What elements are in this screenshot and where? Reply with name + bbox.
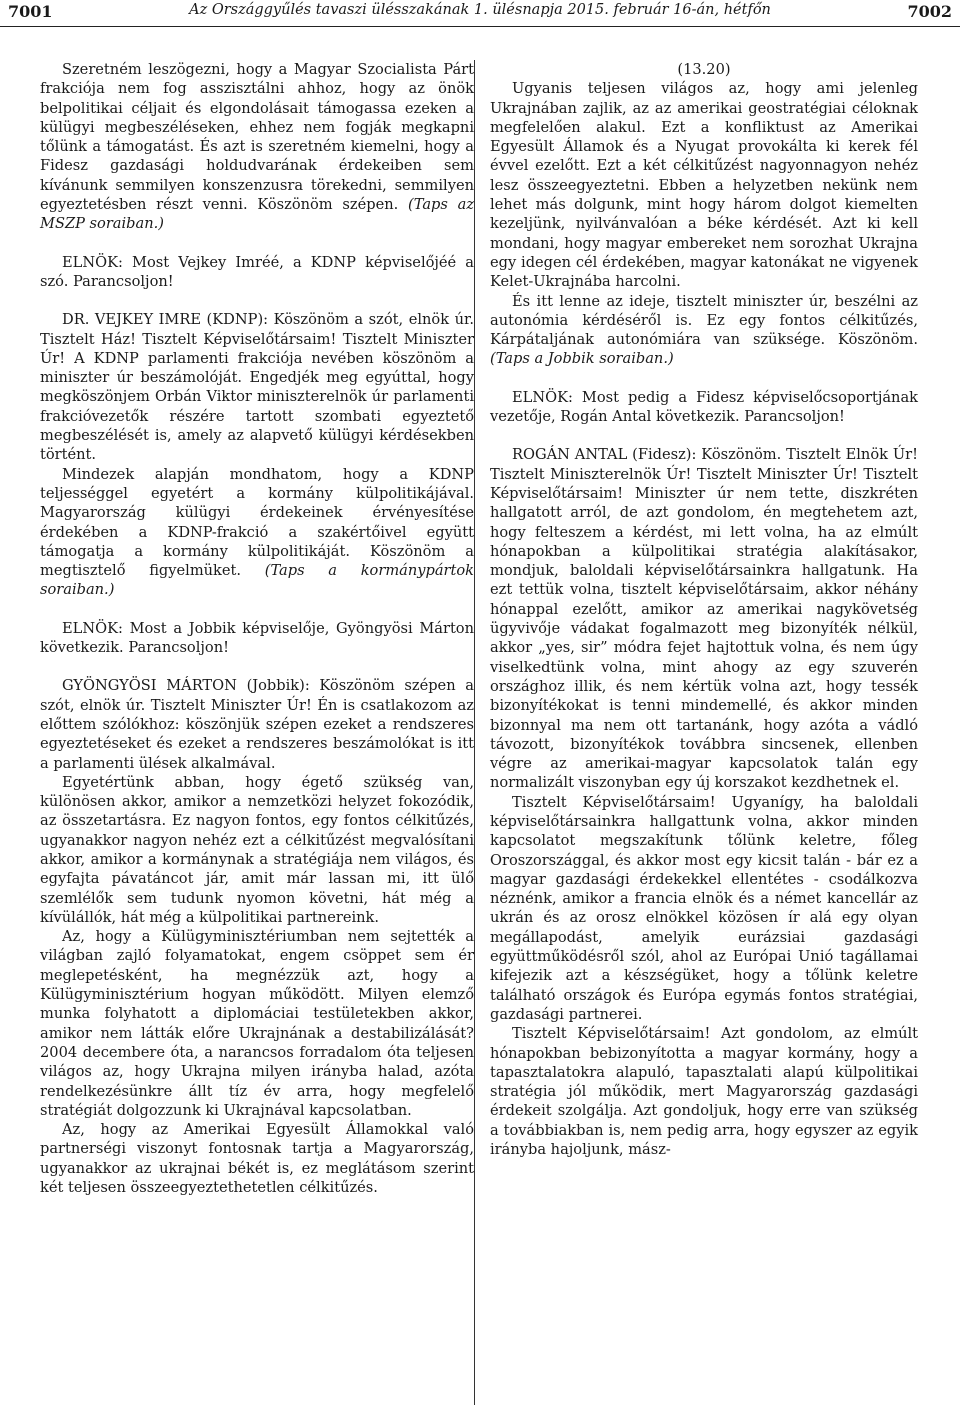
paragraph-speaker: GYÖNGYÖSI MÁRTON (Jobbik): Köszönöm szépen a szót, elnök úr. Tisztelt Miniszter Úr! Én is csatlakozom az előttem szólókhoz: köszönjük szépen ezeket a rendszeres egyeztetéseket és ezeket a rendszeres beszámolókat is itt a parlamenti ülések alkalmával. — [40, 677, 474, 772]
paragraph-chair: ELNÖK: Most Vejkey Imréé, a KDNP képviselőjéé a szó. Parancsoljon! — [40, 253, 474, 290]
page-number-left: 7001 — [8, 2, 53, 21]
paragraph: Mindezek alapján mondhatom, hogy a KDNP teljességgel egyetért a kormány külpolitikájával. Magyarország külügyi érdekeinek érvényesítése érdekében a KDNP-frakció a szakértőivel együtt támogatja a kormány külpolitikáját. Köszönöm a megtisztelő figyelmüket. (Taps a kormánypártok soraiban.) — [40, 465, 475, 599]
running-title: Az Országgyűlés tavaszi ülésszakának 1. ülésnapja 2015. február 16-án, hétfőn — [189, 2, 771, 18]
timestamp: (13.20) — [677, 61, 731, 78]
paragraph: Az, hogy az Amerikai Egyesült Államokkal való partnerségi viszonyt fontosnak tartja a Magyarország, ugyanakkor az ukrajnai békét is, ez meglátásom szerint két teljesen összeegyeztethetetlen célkitűzés. — [40, 1121, 474, 1197]
paragraph-chair: ELNÖK: Most pedig a Fidesz képviselőcsoportjának vezetője, Rogán Antal következik. Parancsoljon! — [490, 388, 918, 426]
left-column — [40, 60, 474, 1197]
column-divider — [474, 60, 475, 1405]
paragraph: Egyetértünk abban, hogy égető szükség van, különösen akkor, amikor a nemzetközi helyzet fokozódik, az összetartásra. Ez nagyon fontos, egy fontos célkitűzés, ugyanakkor nagyon nehéz ezt a célkitűzést megvalósítani akkor, amikor a kormánynak a stratégiája nem világos, és egyfajta pávatáncot jár, amit már lassan mi, itt ülő szemlélők sem tudunk nyomon követni, hát még a kívülállók, hát még a külpolitikai partnereink. — [40, 773, 474, 926]
paragraph: Az, hogy a Külügyminisztériumban nem sejtették a világban zajló folyamatokat, engem csöppet sem ér meglepetésként, ha megnézzük azt, hogy a Külügyminisztérium hogyan működött. Milyen elemző munka folyhatott a diplomáciai testületekben akkor, amikor nem látták előre Ukrajnának a destabilizálását? 2004 decembere óta, a narancsos forradalom óta teljesen világos az, hogy Ukrajna milyen irányba halad, azóta rendelkezésünkre állt tíz év arra, hogy megfelelő stratégiát dolgozzunk ki Ukrajnával kapcsolatban. — [40, 928, 474, 1119]
page-header — [0, 0, 960, 27]
right-column — [490, 60, 918, 1159]
applause-note: (Taps a kormánypártok soraiban.) — [40, 562, 475, 599]
paragraph-speaker: DR. VEJKEY IMRE (KDNP): Köszönöm a szót, elnök úr. Tisztelt Ház! Tisztelt Képviselőtársaim! Tisztelt Miniszter Úr! A KDNP parlamenti frakciója nevében köszönöm a miniszter úr beszámolóját. Engedjék meg egyúttal, hogy megköszönjem Orbán Viktor miniszterelnök úr parlamenti frakcióvezetők részére tartott szombati egyeztető megbeszélését is, amely az alapvető külügyi kérdésekben történt. — [40, 311, 474, 464]
paragraph: Tisztelt Képviselőtársaim! Ugyanígy, ha baloldali képviselőtársainkra hallgattunk volna, akkor minden kapcsolatot megszakítunk tőlünk keletre, főleg Oroszországgal, és akkor most egy kicsit talán - bár ez a magyar gazdasági érdekekkel ellentétes - csodálkozva néznénk, amikor a francia elnök és a német kancellár az ukrán és az orosz elnökkel közösen ír alá egy olyan megállapodást, amelyik eurázsiai gazdasági együttműködésről szól, ahol az Európai Unió tagállamai kifejezik azt a készségüket, hogy a tőlünk keletre található országok és Európa egymás fontos stratégiai, gazdasági partnerei. — [490, 793, 918, 1023]
page-number-right: 7002 — [907, 2, 952, 21]
paragraph: És itt lenne az ideje, tisztelt miniszter úr, beszélni az autonómia kérdéséről is. Ez egy fontos célkitűzés, Kárpátaljának autonómiára van szüksége. Köszönöm. (Taps a Jobbik soraiban.) — [490, 292, 918, 368]
applause-note: (Taps az MSZP soraiban.) — [40, 196, 475, 233]
paragraph: Tisztelt Képviselőtársaim! Azt gondolom, az elmúlt hónapokban bebizonyította a magyar kormány, hogy a tapasztalatokra alapuló, tapasztalati alapú külpolitikai stratégia jól működik, mert Magyarország gazdasági érdekeit szolgálja. Azt gondoljuk, hogy erre van szükség a továbbiakban is, nem pedig arra, hogy egyszer az egyik irányba hajoljunk, mász- — [490, 1025, 918, 1159]
applause-note: (Taps a Jobbik soraiban.) — [490, 350, 674, 368]
paragraph: Szeretném leszögezni, hogy a Magyar Szocialista Párt frakciója nem fog asszisztálni ahhoz, hogy az önök belpolitikai céljait és elgondolásait támogassa ezeken a külügyi megbeszéléseken, ehhez nem fogják megkapni tőlünk a támogatást. És azt is szeretném kiemelni, hogy a Fidesz gazdasági holdudvarának érdekeiben sem kívánunk semmilyen konszenzusra törekedni, semmilyen egyeztetésben részt venni. Köszönöm szépen. (Taps az MSZP soraiban.) — [40, 61, 475, 233]
paragraph-speaker: ROGÁN ANTAL (Fidesz): Köszönöm. Tisztelt Elnök Úr! Tisztelt Miniszterelnök Úr! Tisztelt Miniszter Úr! Tisztelt Képviselőtársaim! Miniszter úr nem tette, diszkréten hallgatott arról, de azt gondolom, én megtehetem azt, hogy felteszem a kérdést, mi lett volna, ha az elmúlt hónapokban a külpolitikai stratégia alakításakor, mondjuk, baloldali képviselőtársainkra hallgatunk. Ha ezt tettük volna, tisztelt képviselőtársaim, akkor néhány hónappal ezelőtt, amikor az amerikai nagykövetség ügyvivője vádakat fogalmazott meg bizonyíték nélkül, akkor „yes, sir” módra fejet hajtottuk volna, és nem úgy viselkedtünk volna, mint ahogy az egy szuverén országhoz illik, és nem kértük volna azt, hogy tessék bizonyítékokat is tenni mindemellé, és akkor minden bizonnyal ma nem ott tartanánk, hogy azóta a vádló távozott, bizonyítékok továbbra sincsenek, ellenben végre az amerikai-magyar kapcsolatok talán egy normalizált viszonyban egy új korszakot kezdhetnek el. — [490, 446, 918, 792]
paragraph: Ugyanis teljesen világos az, hogy ami jelenleg Ukrajnában zajlik, az az amerikai geostratégiai céloknak megfelelően alakul. Ezt a konfliktust az Amerikai Egyesült Államok és a Nyugat provokálta ki kerek fél évvel ezelőtt. Ezt a két célkitűzést nagyonnagyon nehéz lesz összeegyeztetni. Ebben a helyzetben nekünk nem lehet más dolgunk, mint hogy három dolgot kiemelten kezeljünk, nyilvánvalóan a béke kérdését. Azt ki kell mondani, hogy magyar embereket nem sorozhat Ukrajna egy idegen cél érdekében, magyar katonákat ne vigyenek Kelet-Ukrajnába harcolni. — [490, 80, 918, 291]
paragraph-chair: ELNÖK: Most a Jobbik képviselője, Gyöngyösi Márton következik. Parancsoljon! — [40, 619, 474, 657]
